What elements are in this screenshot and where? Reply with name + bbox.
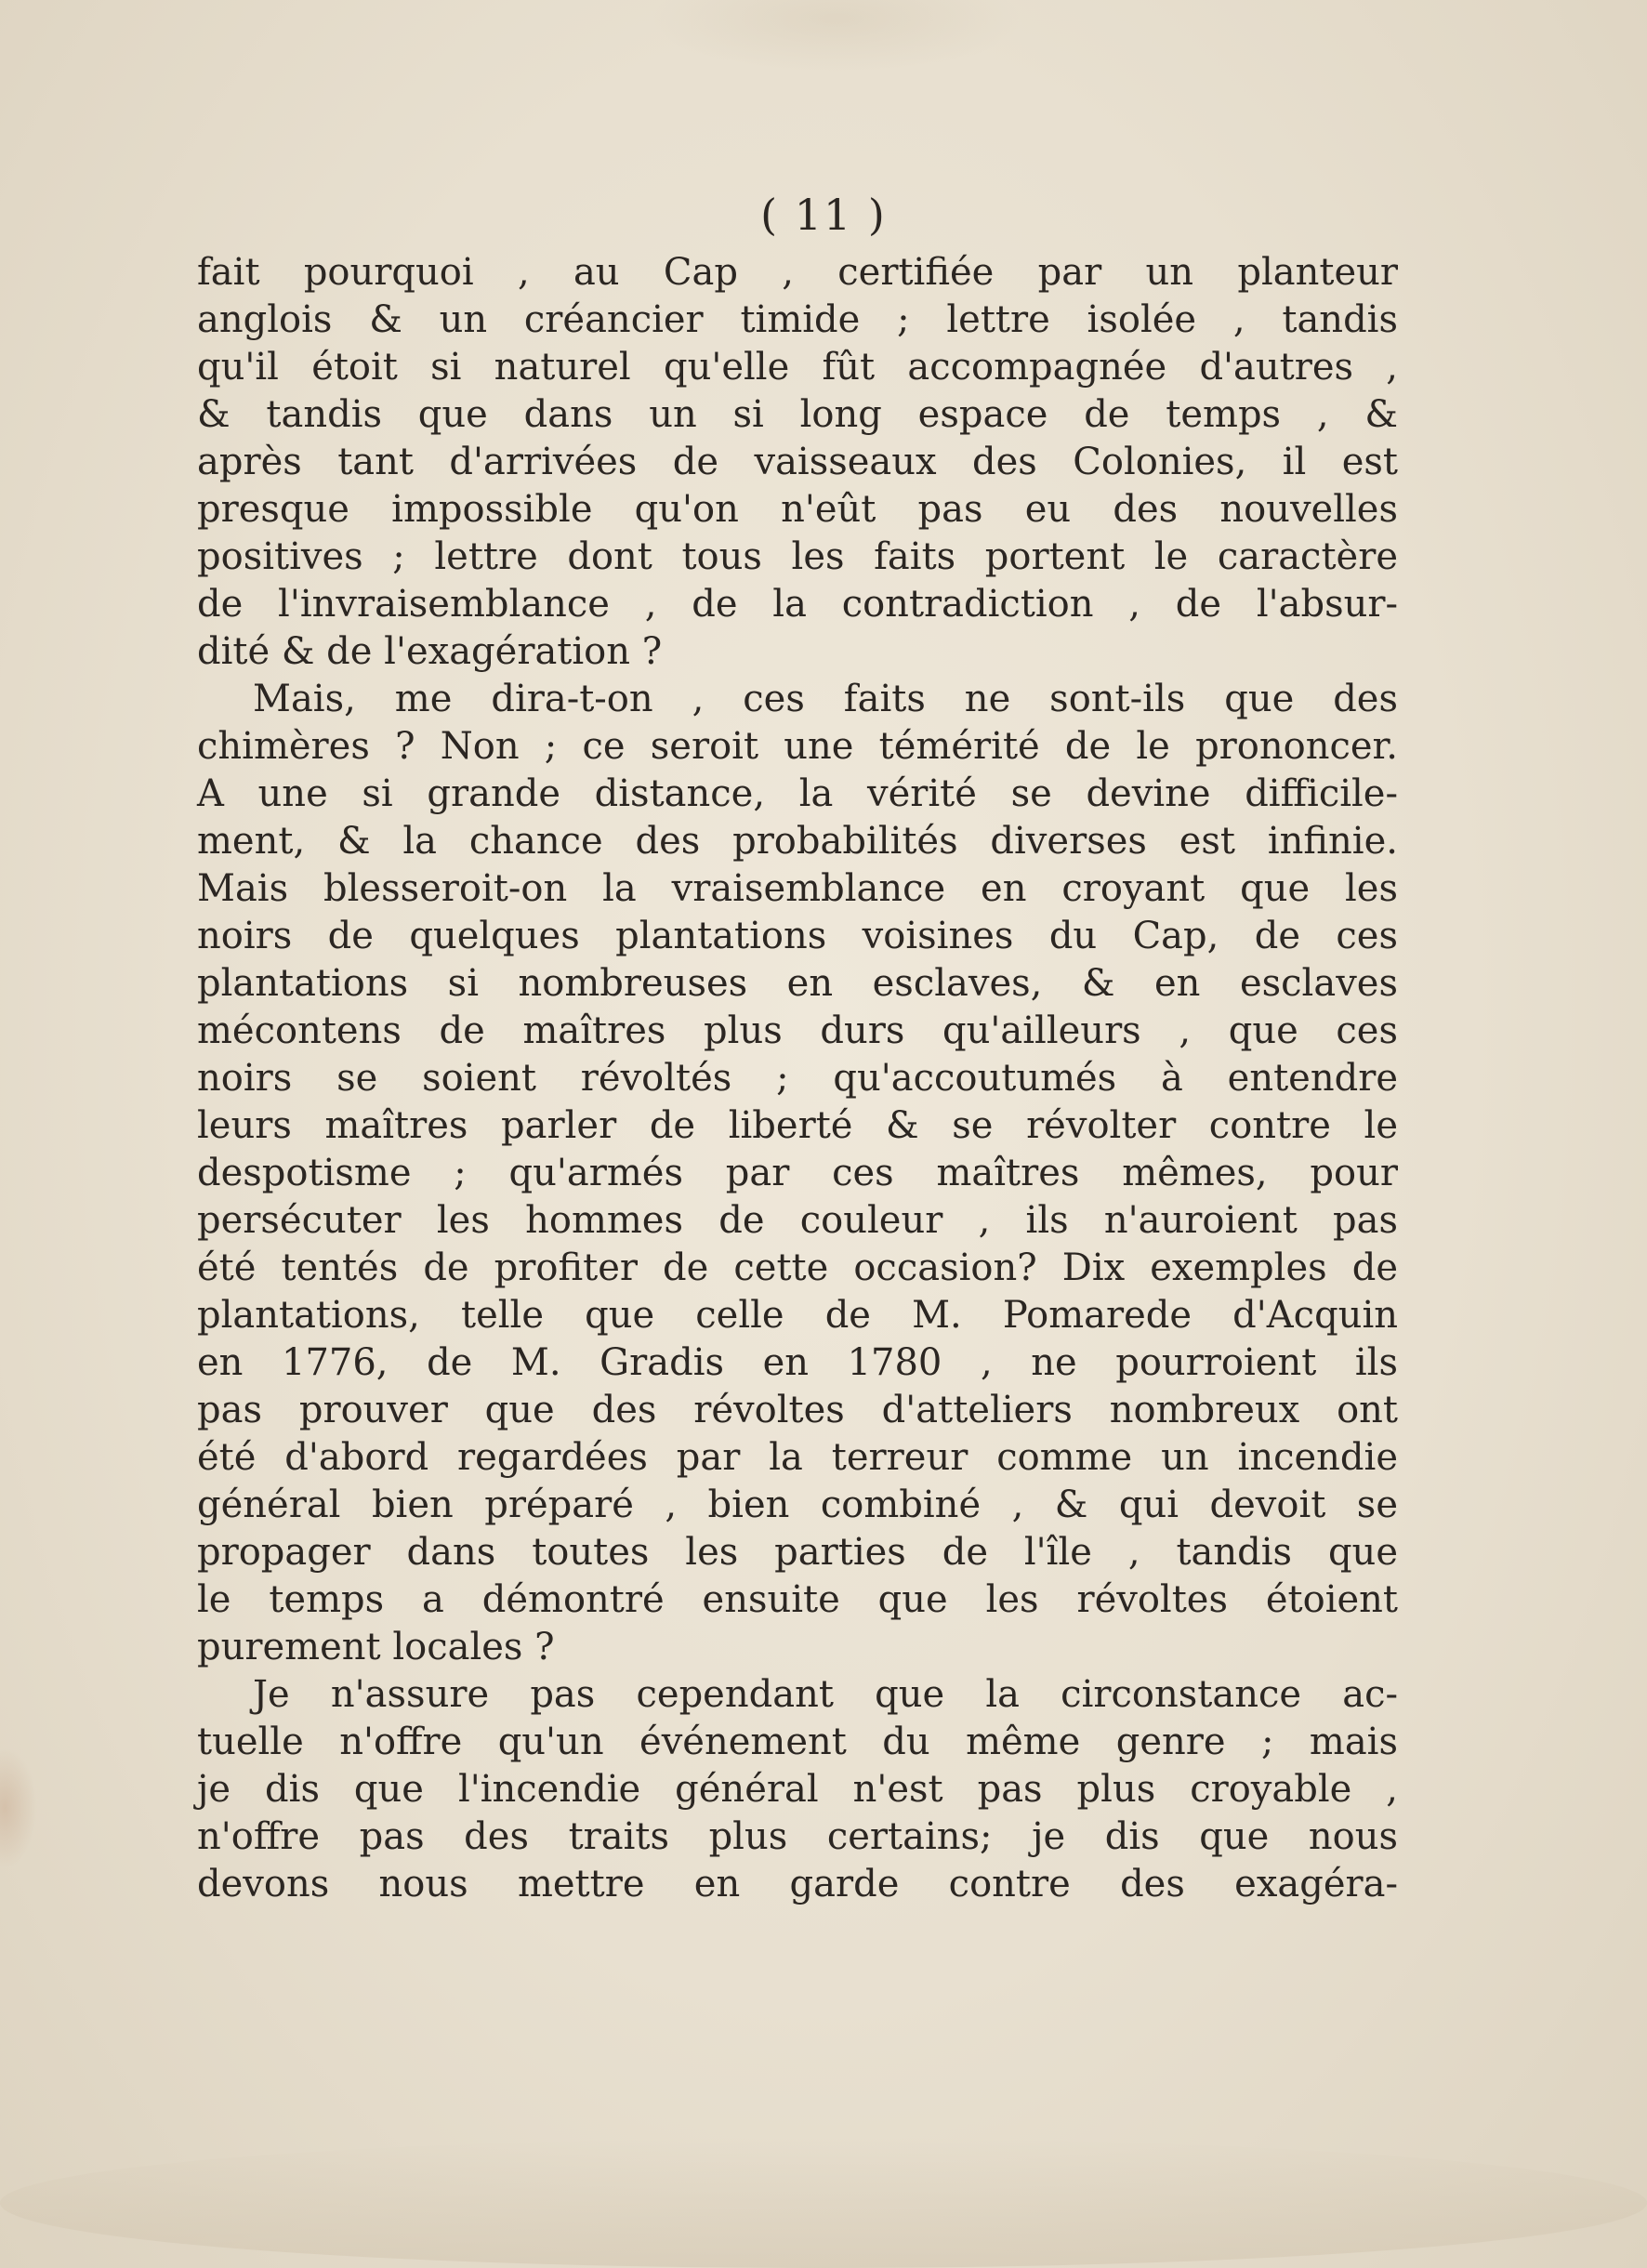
text-line: en 1776, de M. Gradis en 1780 , ne pourroient ils xyxy=(197,1341,1398,1384)
text-line: été tentés de profiter de cette occasion? Dix exemples de xyxy=(197,1246,1398,1289)
text-line: presque impossible qu'on n'eût pas eu des nouvelles xyxy=(197,488,1398,531)
text-line: Mais blesseroit-on la vraisemblance en croyant que les xyxy=(197,867,1398,910)
text-line: anglois & un créancier timide ; lettre isolée , tandis xyxy=(197,298,1398,341)
text-line: mécontens de maîtres plus durs qu'ailleurs , que ces xyxy=(197,1009,1398,1052)
text-line: plantations si nombreuses en esclaves, & en esclaves xyxy=(197,962,1398,1005)
text-line: général bien préparé , bien combiné , & qui devoit se xyxy=(197,1483,1398,1526)
text-line: positives ; lettre dont tous les faits portent le caractère xyxy=(197,535,1398,578)
text-line: despotisme ; qu'armés par ces maîtres mêmes, pour xyxy=(197,1152,1398,1194)
text-line: ment, & la chance des probabilités diverses est infinie. xyxy=(197,820,1398,863)
paper-stain-left xyxy=(0,1747,37,1868)
text-line: été d'abord regardées par la terreur comme un incendie xyxy=(197,1436,1398,1479)
text-line: A une si grande distance, la vérité se devine difficile- xyxy=(197,772,1398,815)
text-line: de l'invraisemblance , de la contradiction , de l'absur- xyxy=(197,583,1398,626)
text-line: & tandis que dans un si long espace de temps , & xyxy=(197,393,1398,436)
text-line: chimères ? Non ; ce seroit une témérité de le prononcer. xyxy=(197,725,1398,768)
paragraph-end-line: purement locales ? xyxy=(197,1626,555,1668)
text-line: je dis que l'incendie général n'est pas plus croyable , xyxy=(197,1768,1398,1811)
text-line: leurs maîtres parler de liberté & se révolter contre le xyxy=(197,1104,1398,1147)
text-line: plantations, telle que celle de M. Pomarede d'Acquin xyxy=(197,1294,1398,1337)
text-line: après tant d'arrivées de vaisseaux des Colonies, il est xyxy=(197,441,1398,483)
text-line: persécuter les hommes de couleur , ils n'auroient pas xyxy=(197,1199,1398,1242)
text-line: fait pourquoi , au Cap , certifiée par un planteur xyxy=(197,251,1398,294)
text-line: qu'il étoit si naturel qu'elle fût accompagnée d'autres , xyxy=(197,346,1398,389)
page-number: ( 11 ) xyxy=(760,190,887,240)
text-line: devons nous mettre en garde contre des exagéra- xyxy=(197,1863,1398,1905)
paragraph-start-line: Mais, me dira-t-on , ces faits ne sont-ils que des xyxy=(253,678,1398,720)
text-line: le temps a démontré ensuite que les révoltes étoient xyxy=(197,1578,1398,1621)
text-line: n'offre pas des traits plus certains; je dis que nous xyxy=(197,1815,1398,1858)
paper-shadow-bottom xyxy=(0,2138,1647,2268)
text-line: propager dans toutes les parties de l'île , tandis que xyxy=(197,1531,1398,1574)
paragraph-start-line: Je n'assure pas cependant que la circonstance ac- xyxy=(253,1673,1398,1716)
text-line: noirs se soient révoltés ; qu'accoutumés à entendre xyxy=(197,1057,1398,1100)
text-line: pas prouver que des révoltes d'atteliers nombreux ont xyxy=(197,1389,1398,1431)
paragraph-end-line: dité & de l'exagération ? xyxy=(197,630,663,673)
text-line: noirs de quelques plantations voisines du Cap, de ces xyxy=(197,915,1398,957)
page-text xyxy=(197,249,1398,1908)
paper-stain-top xyxy=(651,0,1022,74)
text-line: tuelle n'offre qu'un événement du même genre ; mais xyxy=(197,1721,1398,1763)
